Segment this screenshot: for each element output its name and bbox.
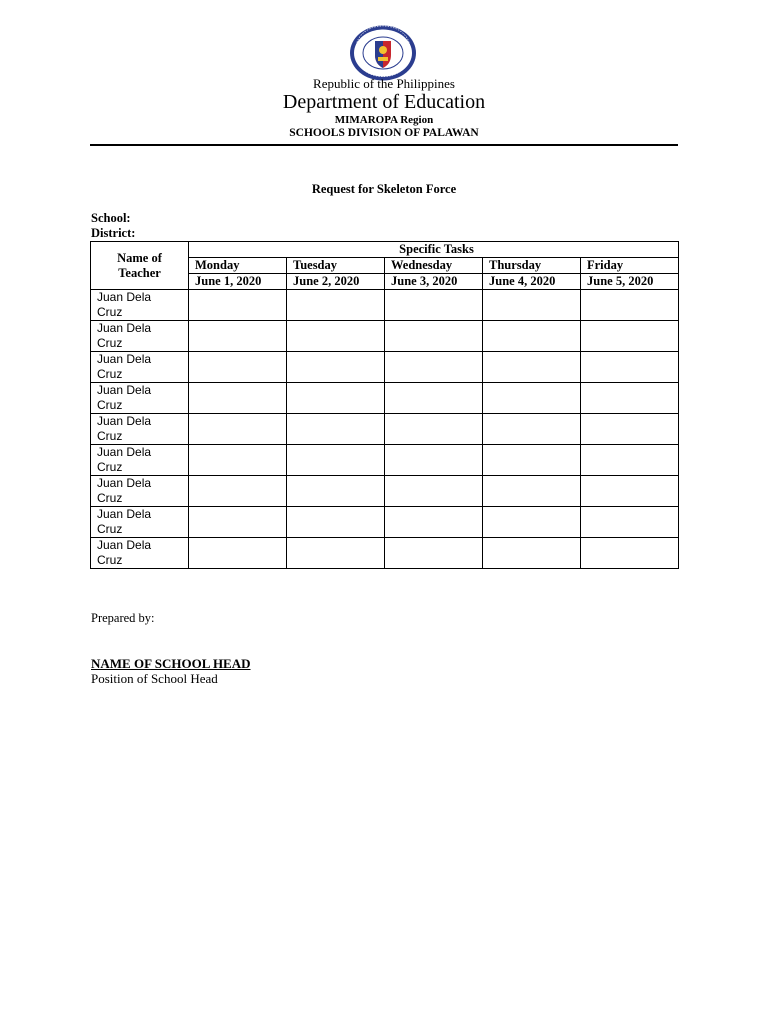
- task-cell[interactable]: [483, 445, 581, 476]
- prepared-by-label: Prepared by:: [91, 611, 155, 625]
- teacher-row: [91, 290, 679, 321]
- teacher-name-cell: [91, 445, 189, 476]
- teacher-name-line2: Cruz: [97, 398, 123, 412]
- task-cell[interactable]: [189, 290, 287, 321]
- task-cell[interactable]: [189, 414, 287, 445]
- task-cell[interactable]: [385, 352, 483, 383]
- teacher-name-line1: Juan Dela: [97, 476, 152, 490]
- task-cell[interactable]: [287, 414, 385, 445]
- teacher-row: [91, 352, 679, 383]
- task-cell[interactable]: [581, 476, 679, 507]
- task-cell[interactable]: [385, 414, 483, 445]
- teacher-name-line1: Juan Dela: [97, 507, 152, 521]
- teacher-name-cell: [91, 538, 189, 569]
- task-cell[interactable]: [287, 290, 385, 321]
- day-header-thursday: Thursday: [483, 258, 581, 274]
- day-header-tuesday: Tuesday: [287, 258, 385, 274]
- task-cell[interactable]: [189, 538, 287, 569]
- document-title: Request for Skeleton Force: [311, 182, 457, 196]
- task-cell[interactable]: [483, 321, 581, 352]
- task-cell[interactable]: [483, 383, 581, 414]
- date-header-wednesday: June 3, 2020: [385, 274, 483, 290]
- task-cell[interactable]: [385, 290, 483, 321]
- teacher-row: [91, 476, 679, 507]
- task-cell[interactable]: [483, 507, 581, 538]
- teacher-row: [91, 414, 679, 445]
- teacher-name-line1: Juan Dela: [97, 352, 152, 366]
- teacher-name-cell: [91, 383, 189, 414]
- teacher-row: [91, 538, 679, 569]
- task-cell[interactable]: [385, 383, 483, 414]
- department-name: Department of Education: [282, 91, 486, 113]
- teacher-name-line2: Cruz: [97, 336, 123, 350]
- task-cell[interactable]: [385, 321, 483, 352]
- task-cell[interactable]: [287, 352, 385, 383]
- teacher-name-cell: [91, 290, 189, 321]
- task-cell[interactable]: [581, 290, 679, 321]
- task-cell[interactable]: [483, 290, 581, 321]
- task-cell[interactable]: [385, 507, 483, 538]
- task-cell[interactable]: [189, 383, 287, 414]
- task-cell[interactable]: [483, 352, 581, 383]
- task-cell[interactable]: [483, 476, 581, 507]
- teacher-name-line2: Cruz: [97, 429, 123, 443]
- day-header-monday: Monday: [189, 258, 287, 274]
- task-cell[interactable]: [483, 538, 581, 569]
- header-divider: [90, 144, 678, 146]
- task-cell[interactable]: [287, 476, 385, 507]
- task-cell[interactable]: [385, 538, 483, 569]
- school-head-position: Position of School Head: [91, 671, 218, 686]
- date-header-tuesday: June 2, 2020: [287, 274, 385, 290]
- day-header-wednesday: Wednesday: [385, 258, 483, 274]
- task-cell[interactable]: [483, 414, 581, 445]
- header-row-tasks: [91, 242, 679, 258]
- division-name: SCHOOLS DIVISION OF PALAWAN: [289, 127, 479, 139]
- teacher-name-line1: Juan Dela: [97, 321, 152, 335]
- teacher-name-line2: Cruz: [97, 367, 123, 381]
- region-name: MIMAROPA Region: [334, 114, 434, 126]
- deped-seal-logo: [348, 24, 418, 82]
- teacher-name-line2: Cruz: [97, 460, 123, 474]
- republic-line: Republic of the Philippines: [313, 76, 455, 91]
- teacher-name-cell: [91, 352, 189, 383]
- teacher-row: [91, 383, 679, 414]
- name-of-teacher-header: [91, 242, 189, 290]
- task-cell[interactable]: [287, 321, 385, 352]
- teacher-name-cell: [91, 414, 189, 445]
- district-label: District:: [91, 226, 136, 240]
- specific-tasks-header: Specific Tasks: [189, 242, 679, 258]
- task-cell[interactable]: [581, 383, 679, 414]
- task-cell[interactable]: [385, 476, 483, 507]
- task-cell[interactable]: [581, 414, 679, 445]
- teacher-name-cell: [91, 476, 189, 507]
- task-cell[interactable]: [287, 507, 385, 538]
- date-header-friday: June 5, 2020: [581, 274, 679, 290]
- teacher-name-line2: Cruz: [97, 491, 123, 505]
- teacher-name-line1: Juan Dela: [97, 538, 152, 552]
- date-header-thursday: June 4, 2020: [483, 274, 581, 290]
- task-cell[interactable]: [189, 507, 287, 538]
- task-cell[interactable]: [581, 352, 679, 383]
- teacher-name-line1: Juan Dela: [97, 445, 152, 459]
- teacher-name-line2: Cruz: [97, 305, 123, 319]
- skeleton-force-table: [90, 241, 679, 569]
- name-header-line2: Teacher: [118, 265, 161, 280]
- task-cell[interactable]: [385, 445, 483, 476]
- teacher-name-line1: Juan Dela: [97, 414, 152, 428]
- teacher-row: [91, 445, 679, 476]
- task-cell[interactable]: [287, 383, 385, 414]
- task-cell[interactable]: [581, 445, 679, 476]
- school-label: School:: [91, 211, 131, 225]
- task-cell[interactable]: [189, 321, 287, 352]
- task-cell[interactable]: [189, 445, 287, 476]
- name-header-line1: Name of: [117, 250, 162, 265]
- task-cell[interactable]: [189, 476, 287, 507]
- teacher-name-line2: Cruz: [97, 553, 123, 567]
- task-cell[interactable]: [287, 538, 385, 569]
- day-header-friday: Friday: [581, 258, 679, 274]
- teacher-name-cell: [91, 321, 189, 352]
- teacher-name-line2: Cruz: [97, 522, 123, 536]
- task-cell[interactable]: [287, 445, 385, 476]
- teacher-name-cell: [91, 507, 189, 538]
- teacher-row: [91, 507, 679, 538]
- teacher-name-line1: Juan Dela: [97, 383, 152, 397]
- task-cell[interactable]: [189, 352, 287, 383]
- date-header-monday: June 1, 2020: [189, 274, 287, 290]
- task-cell[interactable]: [581, 507, 679, 538]
- task-cell[interactable]: [581, 321, 679, 352]
- task-cell[interactable]: [581, 538, 679, 569]
- teacher-row: [91, 321, 679, 352]
- school-head-name: NAME OF SCHOOL HEAD: [91, 656, 251, 671]
- teacher-name-line1: Juan Dela: [97, 290, 152, 304]
